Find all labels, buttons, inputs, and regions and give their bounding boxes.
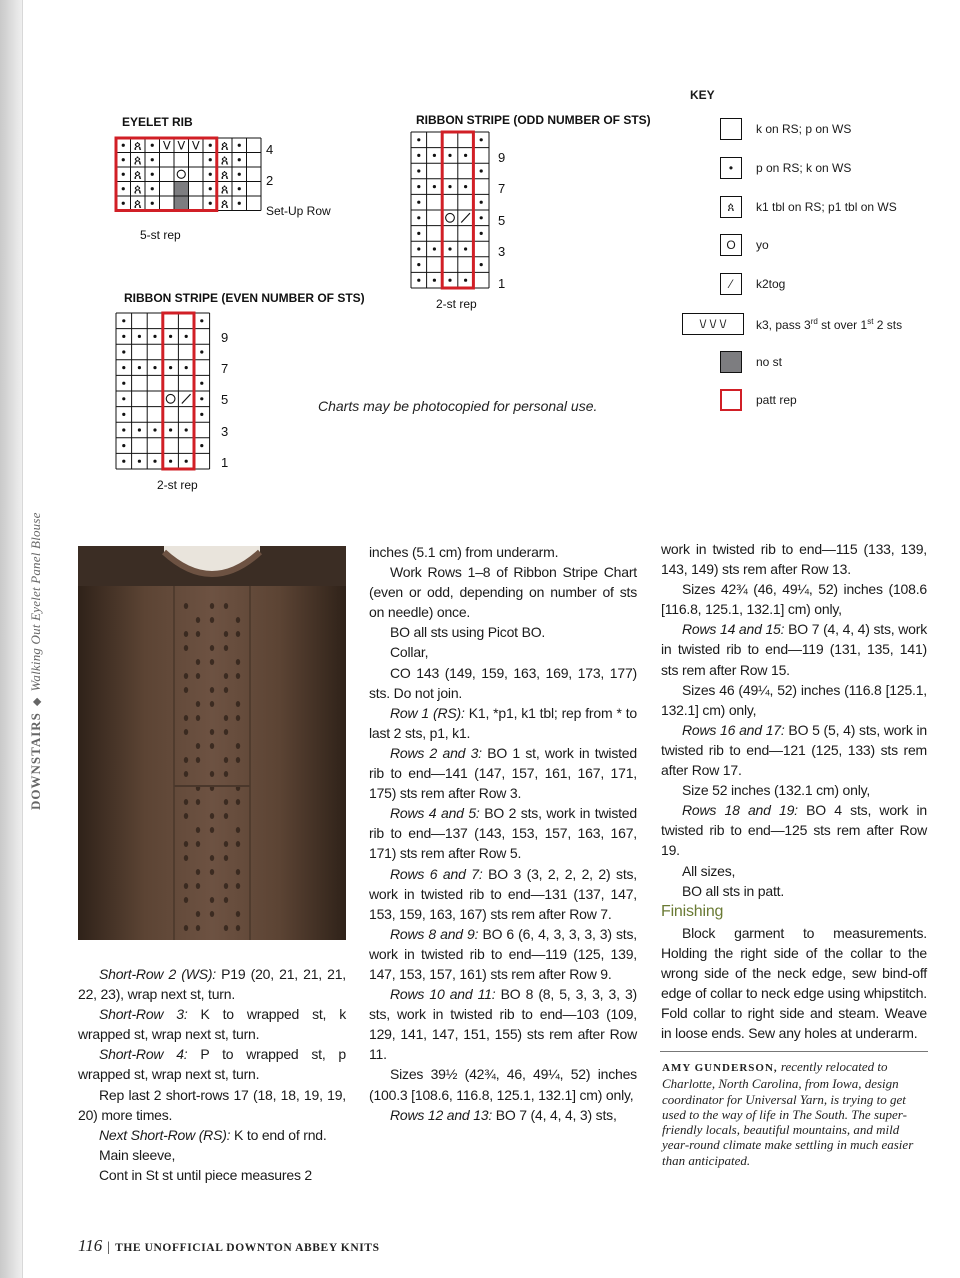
purl-stitch — [417, 138, 420, 141]
purl-stitch — [138, 460, 141, 463]
purl-stitch — [200, 350, 203, 353]
purl-stitch — [169, 335, 172, 338]
instructions-column-3 — [661, 539, 927, 1043]
purl-stitch — [200, 444, 203, 447]
eyelet-hole — [210, 701, 214, 707]
purl-stitch — [200, 319, 203, 322]
purl-stitch — [122, 428, 125, 431]
purl-stitch — [122, 460, 125, 463]
eyelet-hole — [184, 771, 188, 777]
purl-stitch — [138, 335, 141, 338]
odd-row-number: 7 — [498, 181, 506, 196]
eyelet-hole — [236, 841, 240, 847]
odd-row-number: 3 — [498, 244, 506, 259]
instruction-paragraph: Rep last 2 short-rows 17 (18, 18, 19, 19, 20) more times. — [78, 1086, 346, 1123]
eyelet-hole — [184, 757, 188, 763]
purl-stitch — [417, 279, 420, 282]
twisted-stitch: ጰ — [220, 181, 229, 198]
purl-stitch — [122, 413, 125, 416]
purl-stitch — [464, 279, 467, 282]
purl-stitch — [122, 187, 125, 190]
purl-stitch — [122, 397, 125, 400]
purl-stitch — [200, 397, 203, 400]
eyelet-hole — [196, 841, 200, 847]
eyelet-hole — [196, 911, 200, 917]
yarn-over-stitch — [177, 170, 185, 178]
ribbon-stripe-even-chart — [116, 313, 212, 471]
no-stitch-cell — [174, 196, 189, 211]
yarn-over-icon: O — [720, 234, 742, 256]
eyelet-hole — [236, 799, 240, 805]
eyelet-hole — [210, 897, 214, 903]
instruction-paragraph: Short-Row 4: P to wrapped st, p wrapped st, wrap next st, turn. — [78, 1046, 346, 1083]
eyelet-hole — [224, 841, 228, 847]
odd-row-number: 5 — [498, 213, 506, 228]
purl-stitch — [209, 173, 212, 176]
purl-stitch — [238, 158, 241, 161]
purl-stitch — [417, 232, 420, 235]
purl-stitch — [200, 413, 203, 416]
running-side-header: DOWNSTAIRS◆Walking Out Eyelet Panel Blouse — [28, 512, 43, 810]
even-row-number: 7 — [221, 361, 229, 376]
eyelet-hole — [224, 771, 228, 777]
bio-divider — [660, 1051, 928, 1052]
twisted-stitch: ጰ — [220, 166, 229, 183]
purl-stitch — [185, 460, 188, 463]
purl-stitch — [122, 382, 125, 385]
eyelet-row-number: 4 — [266, 142, 274, 157]
k3-pass-stitch: V — [177, 138, 186, 153]
key-item-patt-rep: patt rep — [720, 389, 950, 415]
eyelet-hole — [196, 799, 200, 805]
instruction-paragraph: Short-Row 2 (WS): P19 (20, 21, 21, 21, 22, 23), wrap next st, turn. — [78, 966, 347, 1003]
even-row-number: 9 — [221, 330, 229, 345]
purl-stitch — [153, 428, 156, 431]
key-item-purl: • p on RS; k on WS — [720, 157, 950, 183]
eyelet-hole — [224, 883, 228, 889]
eyelet-row-number: Set-Up Row — [266, 204, 331, 218]
purl-stitch — [417, 247, 420, 250]
instruction-paragraph: Sizes 39½ (42¾, 46, 49¼, 52) inches (100.3 [108.6, 116.8, 125.1, 132.1] cm) only, — [369, 1066, 637, 1103]
purl-dot-icon: • — [720, 157, 742, 179]
twisted-stitch: ጰ — [133, 195, 142, 212]
ribbon-stripe-odd-chart — [411, 132, 491, 290]
eyelet-hole — [184, 603, 188, 609]
purl-stitch — [151, 187, 154, 190]
purl-stitch — [122, 158, 125, 161]
key-item-no-stitch: no st — [720, 351, 950, 377]
purl-stitch — [122, 173, 125, 176]
instructions-column-2 — [369, 542, 637, 1125]
eyelet-hole — [236, 911, 240, 917]
purl-stitch — [417, 185, 420, 188]
eyelet-hole — [196, 715, 200, 721]
purl-stitch — [200, 382, 203, 385]
instruction-paragraph: work in twisted rib to end—115 (133, 139, 143, 149) sts rem after Row 13. — [661, 541, 927, 578]
purl-stitch — [122, 366, 125, 369]
eyelet-hole — [184, 729, 188, 735]
twisted-stitch-icon: ጰ — [720, 196, 742, 218]
ribbon-even-title: RIBBON STRIPE (EVEN NUMBER OF STS) — [124, 291, 365, 305]
instruction-paragraph: inches (5.1 cm) from underarm. — [369, 544, 559, 560]
purl-stitch — [448, 185, 451, 188]
purl-stitch — [209, 158, 212, 161]
instruction-paragraph: Row 1 (RS): K1, *p1, k1 tbl; rep from * to last 2 sts, p1, k1. — [369, 704, 637, 741]
purl-stitch — [169, 366, 172, 369]
purl-stitch — [480, 138, 483, 141]
no-stitch-square-icon — [720, 351, 742, 373]
k3-pass-icon: \/ \/ \/ — [682, 313, 744, 335]
eyelet-row-number: 2 — [266, 173, 274, 188]
purl-stitch — [169, 428, 172, 431]
instruction-paragraph: Rows 18 and 19: BO 4 sts, work in twisted rib to end—125 sts rem after Row 19. — [661, 802, 927, 859]
purl-stitch — [464, 247, 467, 250]
k2tog-slash-icon: ⁄ — [720, 273, 742, 295]
eyelet-hole — [224, 855, 228, 861]
ribbon-odd-caption: 2-st rep — [436, 297, 477, 311]
odd-row-number: 9 — [498, 150, 506, 165]
eyelet-hole — [224, 925, 228, 931]
eyelet-hole — [236, 925, 240, 931]
page-number: 116 — [78, 1236, 103, 1255]
eyelet-hole — [210, 743, 214, 749]
eyelet-hole — [210, 603, 214, 609]
no-stitch-cell — [174, 182, 189, 197]
finishing-heading: Finishing — [661, 902, 724, 920]
eyelet-hole — [184, 855, 188, 861]
purl-stitch — [448, 154, 451, 157]
instruction-paragraph: BO all sts using Picot BO. — [390, 624, 546, 641]
yarn-over-stitch — [166, 394, 175, 403]
eyelet-hole — [184, 673, 188, 679]
key-title: KEY — [690, 88, 715, 102]
purl-stitch — [122, 444, 125, 447]
page-edge — [0, 0, 23, 1278]
instruction-paragraph: Rows 14 and 15: BO 7 (4, 4, 4) sts, work in twisted rib to end—119 (131, 135, 141) sts rem after Row 15. — [661, 621, 927, 678]
purl-stitch — [433, 247, 436, 250]
twisted-stitch: ጰ — [220, 195, 229, 212]
instruction-paragraph: CO 143 (149, 159, 163, 169, 173, 177) sts. Do not join. — [369, 664, 637, 701]
key-item-k1tbl: ጰ k1 tbl on RS; p1 tbl on WS — [720, 196, 950, 222]
instruction-paragraph: Rows 6 and 7: BO 3 (3, 2, 2, 2, 2) sts, work in twisted rib to end—131 (137, 147, 153, 159, 163, 167) sts rem after Row 7. — [369, 865, 637, 922]
purl-stitch — [448, 247, 451, 250]
eyelet-hole — [210, 659, 214, 665]
purl-stitch — [151, 158, 154, 161]
instruction-paragraph: All sizes, — [682, 862, 736, 879]
instruction-paragraph: Rows 12 and 13: BO 7 (4, 4, 4, 3) sts, — [390, 1106, 617, 1123]
eyelet-hole — [224, 715, 228, 721]
odd-row-number: 1 — [498, 276, 506, 291]
instruction-paragraph: BO all sts in patt. — [682, 882, 785, 899]
purl-stitch — [185, 366, 188, 369]
instruction-paragraph: Sizes 46 (49¼, 52) inches (116.8 [125.1, 132.1] cm) only, — [661, 681, 927, 718]
twisted-stitch: ጰ — [133, 152, 142, 169]
eyelet-hole — [236, 869, 240, 875]
photocopy-note: Charts may be photocopied for personal use. — [318, 398, 598, 414]
ribbon-even-caption: 2-st rep — [157, 478, 198, 492]
instruction-paragraph: Collar, — [390, 644, 429, 661]
twisted-stitch: ጰ — [133, 137, 142, 154]
purl-stitch — [417, 169, 420, 172]
key-item-yo: O yo — [720, 234, 950, 260]
purl-stitch — [169, 460, 172, 463]
purl-stitch — [480, 232, 483, 235]
eyelet-hole — [236, 715, 240, 721]
purl-stitch — [417, 201, 420, 204]
eyelet-hole — [210, 617, 214, 623]
eyelet-hole — [196, 757, 200, 763]
eyelet-hole — [224, 729, 228, 735]
eyelet-hole — [196, 743, 200, 749]
eyelet-hole — [210, 645, 214, 651]
purl-stitch — [238, 173, 241, 176]
eyelet-hole — [184, 715, 188, 721]
twisted-stitch: ጰ — [133, 181, 142, 198]
eyelet-hole — [236, 659, 240, 665]
purl-stitch — [209, 144, 212, 147]
eyelet-hole — [236, 673, 240, 679]
twisted-stitch: ጰ — [133, 166, 142, 183]
key-item-k2tog: ⁄ k2tog — [720, 273, 950, 299]
purl-stitch — [151, 202, 154, 205]
eyelet-hole — [210, 827, 214, 833]
purl-stitch — [238, 187, 241, 190]
eyelet-hole — [196, 827, 200, 833]
k2tog-stitch — [182, 394, 191, 403]
eyelet-hole — [184, 883, 188, 889]
purl-stitch — [480, 216, 483, 219]
k2tog-stitch — [461, 213, 470, 222]
eyelet-hole — [184, 813, 188, 819]
eyelet-hole — [224, 673, 228, 679]
eyelet-hole — [224, 687, 228, 693]
eyelet-hole — [196, 659, 200, 665]
purl-stitch — [185, 428, 188, 431]
purl-stitch — [153, 460, 156, 463]
purl-stitch — [238, 202, 241, 205]
eyelet-hole — [236, 701, 240, 707]
purl-stitch — [122, 350, 125, 353]
eyelet-hole — [224, 757, 228, 763]
eyelet-hole — [236, 631, 240, 637]
eyelet-hole — [184, 645, 188, 651]
eyelet-hole — [210, 771, 214, 777]
eyelet-hole — [210, 911, 214, 917]
purl-stitch — [417, 154, 420, 157]
k3-pass-stitch: V — [191, 138, 200, 153]
key-item-knit: k on RS; p on WS — [720, 118, 950, 144]
purl-stitch — [122, 144, 125, 147]
eyelet-hole — [224, 631, 228, 637]
instruction-paragraph: Rows 10 and 11: BO 8 (8, 5, 3, 3, 3, 3) sts, work in twisted rib to end—103 (109, 129, 141, 147, 151, 155) sts rem after Row 11. — [369, 986, 637, 1063]
eyelet-hole — [196, 631, 200, 637]
purl-stitch — [122, 319, 125, 322]
key-item-k3-pass: \/ \/ \/ k3, pass 3rd st over 1st 2 sts — [720, 313, 950, 339]
eyelet-hole — [184, 841, 188, 847]
eyelet-rib-title: EYELET RIB — [122, 115, 193, 129]
eyelet-hole — [224, 897, 228, 903]
instruction-paragraph: Main sleeve, — [99, 1146, 176, 1163]
purl-stitch — [433, 279, 436, 282]
k3-pass-stitch: V — [162, 138, 171, 153]
eyelet-hole — [210, 813, 214, 819]
purl-stitch — [122, 335, 125, 338]
even-row-number: 5 — [221, 392, 229, 407]
eyelet-hole — [224, 813, 228, 819]
ribbon-odd-title: RIBBON STRIPE (ODD NUMBER OF STS) — [416, 113, 651, 127]
eyelet-hole — [224, 645, 228, 651]
eyelet-hole — [196, 701, 200, 707]
purl-stitch — [153, 366, 156, 369]
eyelet-hole — [196, 883, 200, 889]
purl-stitch — [464, 185, 467, 188]
purl-stitch — [464, 154, 467, 157]
twisted-stitch: ጰ — [220, 152, 229, 169]
purl-stitch — [209, 187, 212, 190]
eyelet-hole — [224, 799, 228, 805]
eyelet-hole — [184, 631, 188, 637]
purl-stitch — [417, 263, 420, 266]
instruction-paragraph: Work Rows 1–8 of Ribbon Stripe Chart (even or odd, depending on number of sts on needle) once. — [369, 564, 637, 621]
finishing-text: Block garment to measurements. Holding the right side of the collar to the wrong side of the neck edge, sew bind-off edge of collar to neck edge using whipstitch. Fold collar to right side and steam. Weave in loose ends. Sew any holes at underarm. — [661, 924, 927, 1042]
even-row-number: 1 — [221, 455, 229, 470]
eyelet-hole — [210, 687, 214, 693]
eyelet-hole — [196, 869, 200, 875]
purl-stitch — [480, 201, 483, 204]
instruction-paragraph: Rows 4 and 5: BO 2 sts, work in twisted rib to end—137 (143, 153, 157, 163, 167, 171) sts rem after Row 5. — [369, 805, 637, 862]
instruction-paragraph: Rows 2 and 3: BO 1 st, work in twisted rib to end—141 (147, 157, 161, 167, 171, 175) sts rem after Row 3. — [369, 744, 637, 802]
eyelet-hole — [184, 897, 188, 903]
book-title: THE UNOFFICIAL DOWNTON ABBEY KNITS — [115, 1242, 380, 1254]
page-footer: 116 | THE UNOFFICIAL DOWNTON ABBEY KNITS — [78, 1236, 380, 1255]
instruction-paragraph: Short-Row 3: K to wrapped st, k wrapped st, wrap next st, turn. — [78, 1006, 346, 1043]
purl-stitch — [151, 144, 154, 147]
purl-stitch — [238, 144, 241, 147]
purl-stitch — [433, 154, 436, 157]
instruction-paragraph: Rows 8 and 9: BO 6 (6, 4, 3, 3, 3, 3) sts, work in twisted rib to end—119 (125, 139, 147, 153, 157, 161) sts rem after Row 9. — [369, 925, 637, 982]
knitted-panel-illustration — [78, 546, 346, 940]
purl-stitch — [185, 335, 188, 338]
eyelet-hole — [236, 617, 240, 623]
purl-stitch — [448, 279, 451, 282]
purl-stitch — [151, 173, 154, 176]
eyelet-rib-caption: 5-st rep — [140, 228, 181, 242]
even-row-number: 3 — [221, 424, 229, 439]
purl-stitch — [209, 202, 212, 205]
instructions-column-1 — [78, 964, 346, 1185]
purl-stitch — [480, 169, 483, 172]
purl-stitch — [138, 428, 141, 431]
blouse-photo — [78, 546, 346, 940]
eyelet-hole — [196, 673, 200, 679]
eyelet-hole — [236, 757, 240, 763]
eyelet-hole — [236, 743, 240, 749]
blank-square-icon — [720, 118, 742, 140]
purl-stitch — [433, 185, 436, 188]
designer-bio: AMY GUNDERSON, recently relocated to Charlotte, North Carolina, from Iowa, design coordinator for Universal Yarn, is trying to get used to the way of life in The South. The super-friendly locals, beautiful mountains, and mild year-round climate make settling in much easier than anticipated. — [662, 1059, 914, 1168]
eyelet-hole — [236, 827, 240, 833]
eyelet-hole — [210, 869, 214, 875]
purl-stitch — [417, 216, 420, 219]
twisted-stitch: ጰ — [220, 137, 229, 154]
instruction-paragraph: Cont in St st until piece measures 2 — [99, 1166, 313, 1183]
yarn-over-stitch — [446, 213, 455, 222]
instruction-paragraph: Rows 16 and 17: BO 5 (5, 4) sts, work in twisted rib to end—121 (125, 133) sts rem after Row 17. — [661, 721, 927, 779]
eyelet-hole — [184, 925, 188, 931]
purl-stitch — [138, 366, 141, 369]
instruction-paragraph: Sizes 42¾ (46, 49¼, 52) inches (108.6 [116.8, 125.1, 132.1] cm) only, — [661, 581, 927, 618]
eyelet-hole — [236, 883, 240, 889]
purl-stitch — [153, 335, 156, 338]
purl-stitch — [122, 202, 125, 205]
eyelet-rib-chart — [116, 138, 264, 220]
eyelet-hole — [196, 925, 200, 931]
instruction-paragraph: Size 52 inches (132.1 cm) only, — [682, 782, 871, 799]
eyelet-hole — [210, 855, 214, 861]
eyelet-hole — [224, 603, 228, 609]
pattern-repeat-box-icon — [720, 389, 742, 411]
instruction-paragraph: Next Short-Row (RS): K to end of rnd. — [99, 1126, 327, 1143]
purl-stitch — [480, 263, 483, 266]
eyelet-hole — [184, 687, 188, 693]
eyelet-hole — [210, 729, 214, 735]
eyelet-hole — [196, 617, 200, 623]
eyelet-hole — [184, 799, 188, 805]
